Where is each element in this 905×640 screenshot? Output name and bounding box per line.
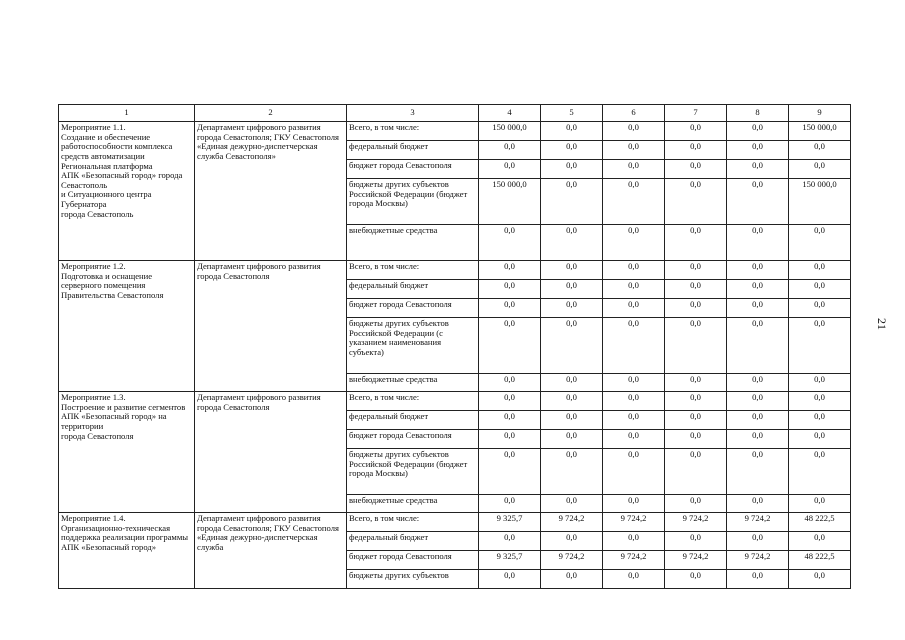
amount-cell: 0,0 bbox=[727, 495, 789, 513]
amount-cell: 0,0 bbox=[541, 261, 603, 280]
amount-cell: 0,0 bbox=[789, 532, 851, 551]
amount-cell: 0,0 bbox=[665, 392, 727, 411]
amount-cell: 0,0 bbox=[665, 374, 727, 392]
funding-source: бюджеты других субъектов Российской Федерации (с указанием наименования субъекта) bbox=[347, 318, 479, 374]
amount-cell: 0,0 bbox=[727, 225, 789, 261]
amount-cell: 0,0 bbox=[789, 392, 851, 411]
amount-cell: 0,0 bbox=[665, 495, 727, 513]
amount-cell: 0,0 bbox=[727, 179, 789, 225]
table-row bbox=[59, 122, 851, 141]
table-row bbox=[59, 261, 851, 280]
amount-cell: 9 724,2 bbox=[665, 513, 727, 532]
header-cell: 2 bbox=[195, 105, 347, 122]
amount-cell: 0,0 bbox=[603, 570, 665, 589]
funding-source: бюджеты других субъектов Российской Федерации (бюджет города Москвы) bbox=[347, 179, 479, 225]
amount-cell: 0,0 bbox=[479, 225, 541, 261]
amount-cell: 0,0 bbox=[789, 430, 851, 449]
amount-cell: 0,0 bbox=[727, 430, 789, 449]
amount-cell: 0,0 bbox=[479, 449, 541, 495]
amount-cell: 0,0 bbox=[479, 374, 541, 392]
amount-cell: 0,0 bbox=[603, 122, 665, 141]
header-cell: 3 bbox=[347, 105, 479, 122]
amount-cell: 0,0 bbox=[789, 261, 851, 280]
amount-cell: 0,0 bbox=[603, 179, 665, 225]
amount-cell: 0,0 bbox=[603, 280, 665, 299]
amount-cell: 0,0 bbox=[479, 299, 541, 318]
amount-cell: 0,0 bbox=[789, 141, 851, 160]
funding-source: бюджет города Севастополя bbox=[347, 160, 479, 179]
funding-source: Всего, в том числе: bbox=[347, 392, 479, 411]
funding-source: внебюджетные средства bbox=[347, 374, 479, 392]
amount-cell: 0,0 bbox=[541, 179, 603, 225]
amount-cell: 0,0 bbox=[665, 411, 727, 430]
amount-cell: 0,0 bbox=[603, 495, 665, 513]
amount-cell: 150 000,0 bbox=[789, 179, 851, 225]
amount-cell: 0,0 bbox=[541, 532, 603, 551]
header-row bbox=[59, 105, 851, 122]
measure-name: Мероприятие 1.2. Подготовка и оснащение серверного помещения Правительства Севастополя bbox=[59, 261, 195, 392]
amount-cell: 0,0 bbox=[603, 532, 665, 551]
amount-cell: 0,0 bbox=[727, 122, 789, 141]
amount-cell: 0,0 bbox=[479, 318, 541, 374]
amount-cell: 0,0 bbox=[727, 299, 789, 318]
amount-cell: 0,0 bbox=[541, 495, 603, 513]
measure-name: Мероприятие 1.4. Организационно-техническая поддержка реализации программы АПК «Безопасный город» bbox=[59, 513, 195, 589]
amount-cell: 0,0 bbox=[789, 299, 851, 318]
amount-cell: 0,0 bbox=[789, 411, 851, 430]
amount-cell: 0,0 bbox=[541, 160, 603, 179]
amount-cell: 9 724,2 bbox=[603, 513, 665, 532]
measure-executor: Департамент цифрового развития города Севастополя bbox=[195, 392, 347, 513]
page-number: 21 bbox=[875, 318, 889, 330]
header-cell: 7 bbox=[665, 105, 727, 122]
amount-cell: 0,0 bbox=[665, 122, 727, 141]
measure-executor: Департамент цифрового развития города Севастополя; ГКУ Севастополя «Единая дежурно-диспетчерская служба Севастополя» bbox=[195, 122, 347, 261]
amount-cell: 9 325,7 bbox=[479, 551, 541, 570]
amount-cell: 0,0 bbox=[479, 160, 541, 179]
amount-cell: 0,0 bbox=[541, 225, 603, 261]
amount-cell: 150 000,0 bbox=[789, 122, 851, 141]
amount-cell: 0,0 bbox=[727, 374, 789, 392]
amount-cell: 0,0 bbox=[727, 261, 789, 280]
amount-cell: 0,0 bbox=[541, 141, 603, 160]
table-row bbox=[59, 513, 851, 532]
amount-cell: 0,0 bbox=[727, 280, 789, 299]
amount-cell: 0,0 bbox=[479, 261, 541, 280]
amount-cell: 0,0 bbox=[665, 570, 727, 589]
table-row bbox=[59, 392, 851, 411]
amount-cell: 48 222,5 bbox=[789, 513, 851, 532]
amount-cell: 0,0 bbox=[727, 570, 789, 589]
amount-cell: 0,0 bbox=[665, 179, 727, 225]
amount-cell: 0,0 bbox=[603, 449, 665, 495]
header-cell: 8 bbox=[727, 105, 789, 122]
amount-cell: 0,0 bbox=[603, 261, 665, 280]
amount-cell: 0,0 bbox=[603, 141, 665, 160]
amount-cell: 0,0 bbox=[789, 570, 851, 589]
amount-cell: 0,0 bbox=[603, 374, 665, 392]
amount-cell: 9 724,2 bbox=[665, 551, 727, 570]
amount-cell: 0,0 bbox=[603, 430, 665, 449]
header-cell: 4 bbox=[479, 105, 541, 122]
amount-cell: 0,0 bbox=[479, 392, 541, 411]
amount-cell: 0,0 bbox=[479, 141, 541, 160]
amount-cell: 0,0 bbox=[727, 449, 789, 495]
amount-cell: 0,0 bbox=[603, 392, 665, 411]
amount-cell: 0,0 bbox=[727, 532, 789, 551]
funding-source: бюджет города Севастополя bbox=[347, 430, 479, 449]
amount-cell: 48 222,5 bbox=[789, 551, 851, 570]
amount-cell: 9 325,7 bbox=[479, 513, 541, 532]
header-cell: 1 bbox=[59, 105, 195, 122]
amount-cell: 0,0 bbox=[541, 280, 603, 299]
amount-cell: 0,0 bbox=[603, 411, 665, 430]
amount-cell: 0,0 bbox=[727, 318, 789, 374]
funding-source: бюджеты других субъектов Российской Федерации (бюджет города Москвы) bbox=[347, 449, 479, 495]
amount-cell: 0,0 bbox=[479, 280, 541, 299]
amount-cell: 0,0 bbox=[665, 318, 727, 374]
amount-cell: 0,0 bbox=[727, 160, 789, 179]
funding-source: федеральный бюджет bbox=[347, 411, 479, 430]
amount-cell: 0,0 bbox=[789, 160, 851, 179]
amount-cell: 0,0 bbox=[665, 449, 727, 495]
amount-cell: 0,0 bbox=[603, 225, 665, 261]
funding-source: внебюджетные средства bbox=[347, 225, 479, 261]
amount-cell: 9 724,2 bbox=[727, 513, 789, 532]
measure-name: Мероприятие 1.1. Создание и обеспечение работоспособности комплекса средств автоматизации Региональная платформа АПК «Безопасный город» города Севастополь и Ситуационного центра Губернатора города Севастополь bbox=[59, 122, 195, 261]
amount-cell: 0,0 bbox=[727, 411, 789, 430]
amount-cell: 0,0 bbox=[541, 411, 603, 430]
amount-cell: 0,0 bbox=[541, 430, 603, 449]
amount-cell: 0,0 bbox=[603, 299, 665, 318]
funding-source: Всего, в том числе: bbox=[347, 122, 479, 141]
funding-source: бюджет города Севастополя bbox=[347, 551, 479, 570]
budget-table bbox=[58, 104, 851, 589]
amount-cell: 9 724,2 bbox=[541, 551, 603, 570]
amount-cell: 0,0 bbox=[479, 495, 541, 513]
amount-cell: 9 724,2 bbox=[603, 551, 665, 570]
amount-cell: 0,0 bbox=[665, 280, 727, 299]
measure-name: Мероприятие 1.3. Построение и развитие сегментов АПК «Безопасный город» на территории города Севастополя bbox=[59, 392, 195, 513]
amount-cell: 0,0 bbox=[541, 449, 603, 495]
header-cell: 6 bbox=[603, 105, 665, 122]
amount-cell: 0,0 bbox=[479, 570, 541, 589]
amount-cell: 0,0 bbox=[789, 225, 851, 261]
amount-cell: 0,0 bbox=[541, 392, 603, 411]
amount-cell: 0,0 bbox=[665, 261, 727, 280]
header-cell: 9 bbox=[789, 105, 851, 122]
amount-cell: 150 000,0 bbox=[479, 179, 541, 225]
amount-cell: 0,0 bbox=[665, 225, 727, 261]
funding-source: Всего, в том числе: bbox=[347, 513, 479, 532]
funding-source: внебюджетные средства bbox=[347, 495, 479, 513]
amount-cell: 9 724,2 bbox=[727, 551, 789, 570]
amount-cell: 0,0 bbox=[541, 570, 603, 589]
funding-source: федеральный бюджет bbox=[347, 532, 479, 551]
amount-cell: 0,0 bbox=[541, 318, 603, 374]
funding-source: Всего, в том числе: bbox=[347, 261, 479, 280]
funding-source: бюджеты других субъектов bbox=[347, 570, 479, 589]
measure-executor: Департамент цифрового развития города Севастополя bbox=[195, 261, 347, 392]
amount-cell: 0,0 bbox=[665, 532, 727, 551]
amount-cell: 0,0 bbox=[789, 318, 851, 374]
amount-cell: 0,0 bbox=[603, 160, 665, 179]
amount-cell: 0,0 bbox=[479, 430, 541, 449]
amount-cell: 0,0 bbox=[789, 495, 851, 513]
amount-cell: 0,0 bbox=[727, 392, 789, 411]
amount-cell: 0,0 bbox=[789, 449, 851, 495]
amount-cell: 0,0 bbox=[665, 141, 727, 160]
amount-cell: 9 724,2 bbox=[541, 513, 603, 532]
amount-cell: 0,0 bbox=[789, 280, 851, 299]
amount-cell: 0,0 bbox=[479, 411, 541, 430]
amount-cell: 150 000,0 bbox=[479, 122, 541, 141]
amount-cell: 0,0 bbox=[541, 122, 603, 141]
amount-cell: 0,0 bbox=[541, 374, 603, 392]
amount-cell: 0,0 bbox=[665, 430, 727, 449]
measure-executor: Департамент цифрового развития города Севастополя; ГКУ Севастополя «Единая дежурно-диспетчерская служба bbox=[195, 513, 347, 589]
amount-cell: 0,0 bbox=[665, 160, 727, 179]
table-body bbox=[59, 122, 851, 589]
funding-source: федеральный бюджет bbox=[347, 280, 479, 299]
funding-source: федеральный бюджет bbox=[347, 141, 479, 160]
funding-source: бюджет города Севастополя bbox=[347, 299, 479, 318]
amount-cell: 0,0 bbox=[789, 374, 851, 392]
amount-cell: 0,0 bbox=[541, 299, 603, 318]
header-cell: 5 bbox=[541, 105, 603, 122]
amount-cell: 0,0 bbox=[479, 532, 541, 551]
amount-cell: 0,0 bbox=[665, 299, 727, 318]
amount-cell: 0,0 bbox=[727, 141, 789, 160]
amount-cell: 0,0 bbox=[603, 318, 665, 374]
